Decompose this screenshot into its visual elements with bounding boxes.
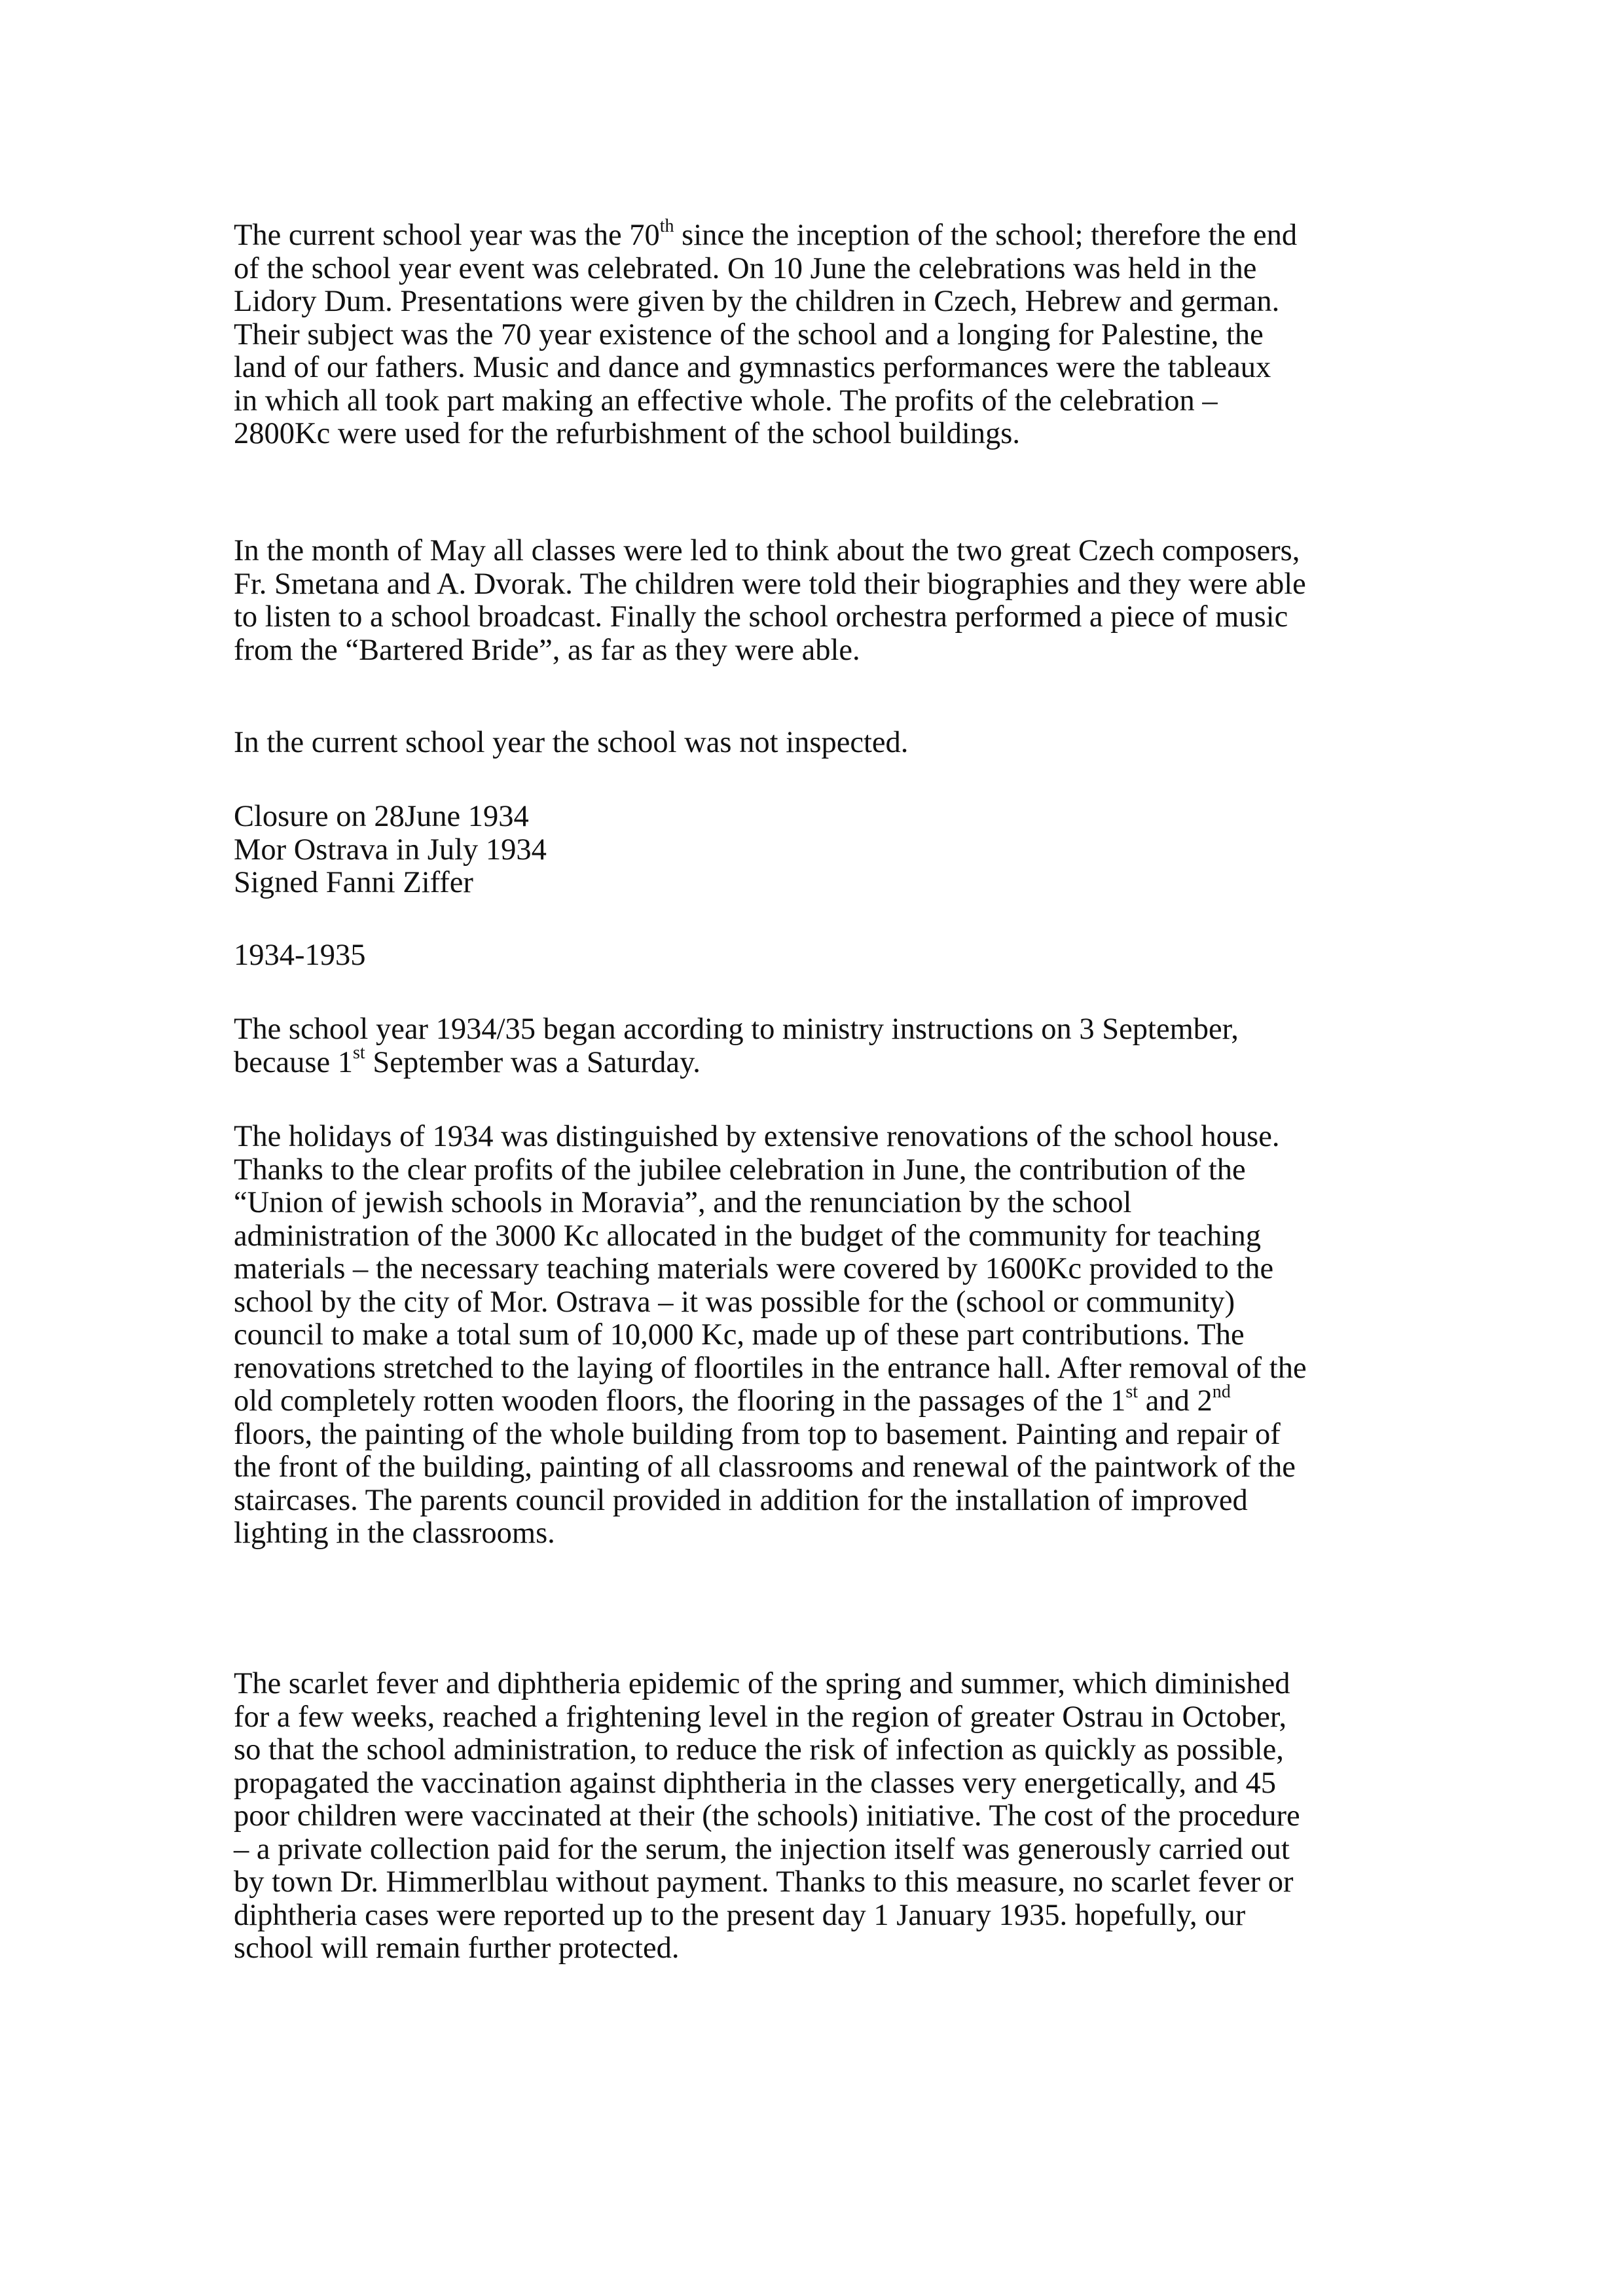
text-line: propagated the vaccination against diphtheria in the classes very energetically, and 45 <box>234 1766 1277 1800</box>
text-line: The current school year was the 70th since the inception of the school; therefore the end <box>234 215 1298 252</box>
text-line: The scarlet fever and diphtheria epidemic of the spring and summer, which diminished <box>234 1667 1290 1700</box>
text-line: renovations stretched to the laying of floortiles in the entrance hall. After removal of the <box>234 1351 1307 1385</box>
text-line: “Union of jewish schools in Moravia”, and the renunciation by the school <box>234 1186 1132 1219</box>
paragraph-czech-composers <box>234 535 1412 667</box>
superscript: nd <box>1212 1381 1231 1402</box>
text-line: The holidays of 1934 was distinguished by extensive renovations of the school house. <box>234 1120 1280 1153</box>
text-line: Thanks to the clear profits of the jubilee celebration in June, the contribution of the <box>234 1153 1246 1187</box>
text-line: In the month of May all classes were led to think about the two great Czech composers, <box>234 534 1300 567</box>
text-line: school by the city of Mor. Ostrava – it was possible for the (school or community) <box>234 1285 1235 1319</box>
text-line: old completely rotten wooden floors, the flooring in the passages of the 1st and 2nd <box>234 1381 1231 1418</box>
text-line: to listen to a school broadcast. Finally the school orchestra performed a piece of music <box>234 600 1288 634</box>
superscript: st <box>1125 1381 1139 1402</box>
text-line: so that the school administration, to reduce the risk of infection as quickly as possible, <box>234 1733 1284 1767</box>
text-line: Their subject was the 70 year existence of the school and a longing for Palestine, the <box>234 317 1264 351</box>
paragraph-inspection <box>234 726 1412 760</box>
text-line: by town Dr. Himmerlblau without payment. Thanks to this measure, no scarlet fever or <box>234 1865 1294 1899</box>
text-line: poor children were vaccinated at their (the schools) initiative. The cost of the procedure <box>234 1799 1300 1833</box>
text-line: In the current school year the school was not inspected. <box>234 726 909 759</box>
text-line: staircases. The parents council provided in addition for the installation of improved <box>234 1483 1248 1517</box>
text-line: Fr. Smetana and A. Dvorak. The children were told their biographies and they were able <box>234 567 1306 601</box>
text-line: Signed Fanni Ziffer <box>234 866 473 899</box>
text-line: 1934-1935 <box>234 939 366 972</box>
text-line: in which all took part making an effective whole. The profits of the celebration – <box>234 384 1218 418</box>
text-line: school will remain further protected. <box>234 1931 680 1965</box>
superscript: th <box>659 215 674 236</box>
paragraph-school-year-celebration <box>234 215 1412 451</box>
text-line: materials – the necessary teaching materials were covered by 1600Kc provided to the <box>234 1252 1274 1285</box>
text-line: diphtheria cases were reported up to the present day 1 January 1935. hopefully, our <box>234 1898 1246 1932</box>
text-line: for a few weeks, reached a frightening level in the region of greater Ostrau in October, <box>234 1700 1287 1734</box>
text-line: because 1st September was a Saturday. <box>234 1043 701 1079</box>
paragraph-closure-signature <box>234 800 1412 900</box>
superscript: st <box>353 1043 365 1063</box>
paragraph-school-year-start <box>234 1013 1412 1079</box>
text-line: – a private collection paid for the serum, the injection itself was generously carried out <box>234 1832 1290 1866</box>
text-line: Lidory Dum. Presentations were given by the children in Czech, Hebrew and german. <box>234 285 1280 318</box>
text-line: Closure on 28June 1934 <box>234 800 529 833</box>
text-line: council to make a total sum of 10,000 Kc, made up of these part contributions. The <box>234 1318 1245 1352</box>
paragraph-renovations <box>234 1121 1412 1551</box>
text-line: land of our fathers. Music and dance and gymnastics performances were the tableaux <box>234 351 1271 384</box>
text-line: of the school year event was celebrated. On 10 June the celebrations was held in the <box>234 251 1257 285</box>
paragraph-epidemic <box>234 1668 1412 1965</box>
text-line: Mor Ostrava in July 1934 <box>234 833 547 867</box>
text-line: floors, the painting of the whole building from top to basement. Painting and repair of <box>234 1417 1281 1451</box>
text-line: administration of the 3000 Kc allocated in the budget of the community for teaching <box>234 1219 1261 1253</box>
text-line: from the “Bartered Bride”, as far as they were able. <box>234 633 860 667</box>
section-heading-year <box>234 939 1412 973</box>
text-line: 2800Kc were used for the refurbishment of the school buildings. <box>234 417 1020 450</box>
text-line: The school year 1934/35 began according to ministry instructions on 3 September, <box>234 1013 1239 1046</box>
text-line: lighting in the classrooms. <box>234 1516 555 1550</box>
text-line: the front of the building, painting of all classrooms and renewal of the paintwork of the <box>234 1450 1296 1484</box>
